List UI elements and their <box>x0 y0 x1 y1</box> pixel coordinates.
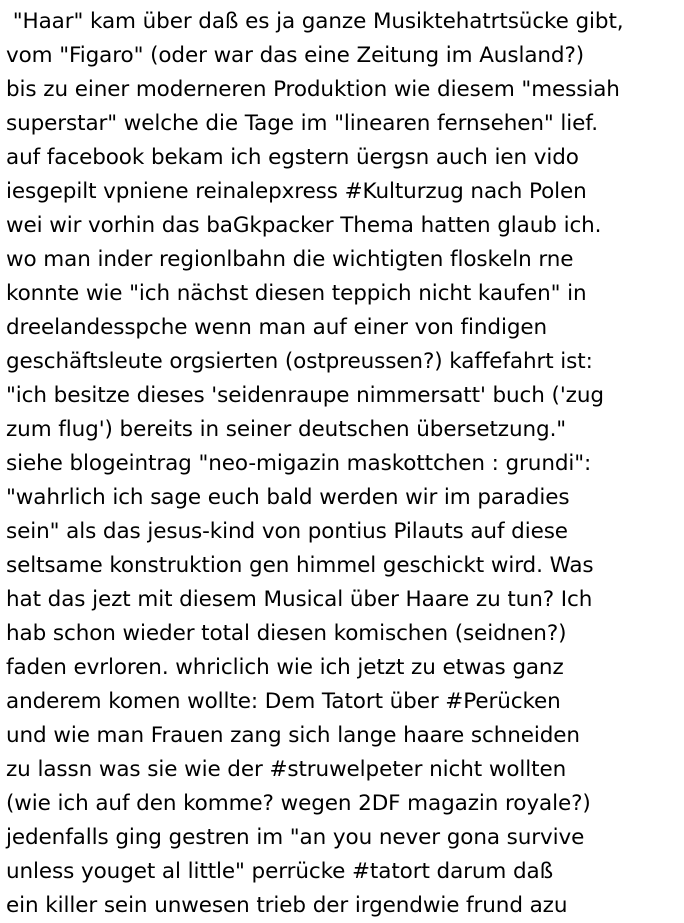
text-line: dreelandesspche wenn man auf einer von findigen <box>6 315 548 340</box>
text-line: anderem komen wollte: Dem Tatort über #Perücken <box>6 689 561 714</box>
text-body <box>6 5 624 923</box>
text-line: auf facebook bekam ich egstern üergsn auch ien vido <box>6 145 579 170</box>
text-line: wei wir vorhin das baGkpacker Thema hatten glaub ich. <box>6 213 602 238</box>
text-line: konnte wie "ich nächst diesen teppich nicht kaufen" in <box>6 281 587 306</box>
text-line: "Haar" kam über daß es ja ganze Musiktehatrtsücke gibt, <box>6 9 624 34</box>
text-line: zu lassn was sie wie der #struwelpeter nicht wollten <box>6 757 567 782</box>
text-line: hab schon wieder total diesen komischen (seidnen?) <box>6 621 567 646</box>
text-line: faden evrloren. whriclich wie ich jetzt zu etwas ganz <box>6 655 564 680</box>
text-line: und wie man Frauen zang sich lange haare schneiden <box>6 723 580 748</box>
text-line: seltsame konstruktion gen himmel geschickt wird. Was <box>6 553 594 578</box>
text-line: jedenfalls ging gestren im "an you never gona survive <box>6 825 585 850</box>
text-line: "ich besitze dieses 'seidenraupe nimmersatt' buch ('zug <box>6 383 604 408</box>
text-line: ein killer sein unwesen trieb der irgendwie frund azu <box>6 893 568 918</box>
text-line: wo man inder regionlbahn die wichtigten floskeln rne <box>6 247 574 272</box>
text-line: "wahrlich ich sage euch bald werden wir im paradies <box>6 485 570 510</box>
text-line: geschäftsleute orgsierten (ostpreussen?) kaffefahrt ist: <box>6 349 593 374</box>
text-line: (wie ich auf den komme? wegen 2DF magazin royale?) <box>6 791 591 816</box>
text-line: hat das jezt mit diesem Musical über Haare zu tun? Ich <box>6 587 593 612</box>
text-line: sein" als das jesus-kind von pontius Pilauts auf diese <box>6 519 568 544</box>
text-line: siehe blogeintrag "neo-migazin maskottchen : grundi": <box>6 451 592 476</box>
text-line: unless youget al little" perrücke #tatort darum daß <box>6 859 554 884</box>
text-line: zum flug') bereits in seiner deutschen übersetzung." <box>6 417 567 442</box>
text-line: iesgepilt vpniene reinalepxress #Kulturzug nach Polen <box>6 179 587 204</box>
text-line: bis zu einer moderneren Produktion wie diesem "messiah <box>6 77 620 102</box>
text-line: vom "Figaro" (oder war das eine Zeitung im Ausland?) <box>6 43 585 68</box>
text-line: superstar" welche die Tage im "linearen fernsehen" lief. <box>6 111 598 136</box>
